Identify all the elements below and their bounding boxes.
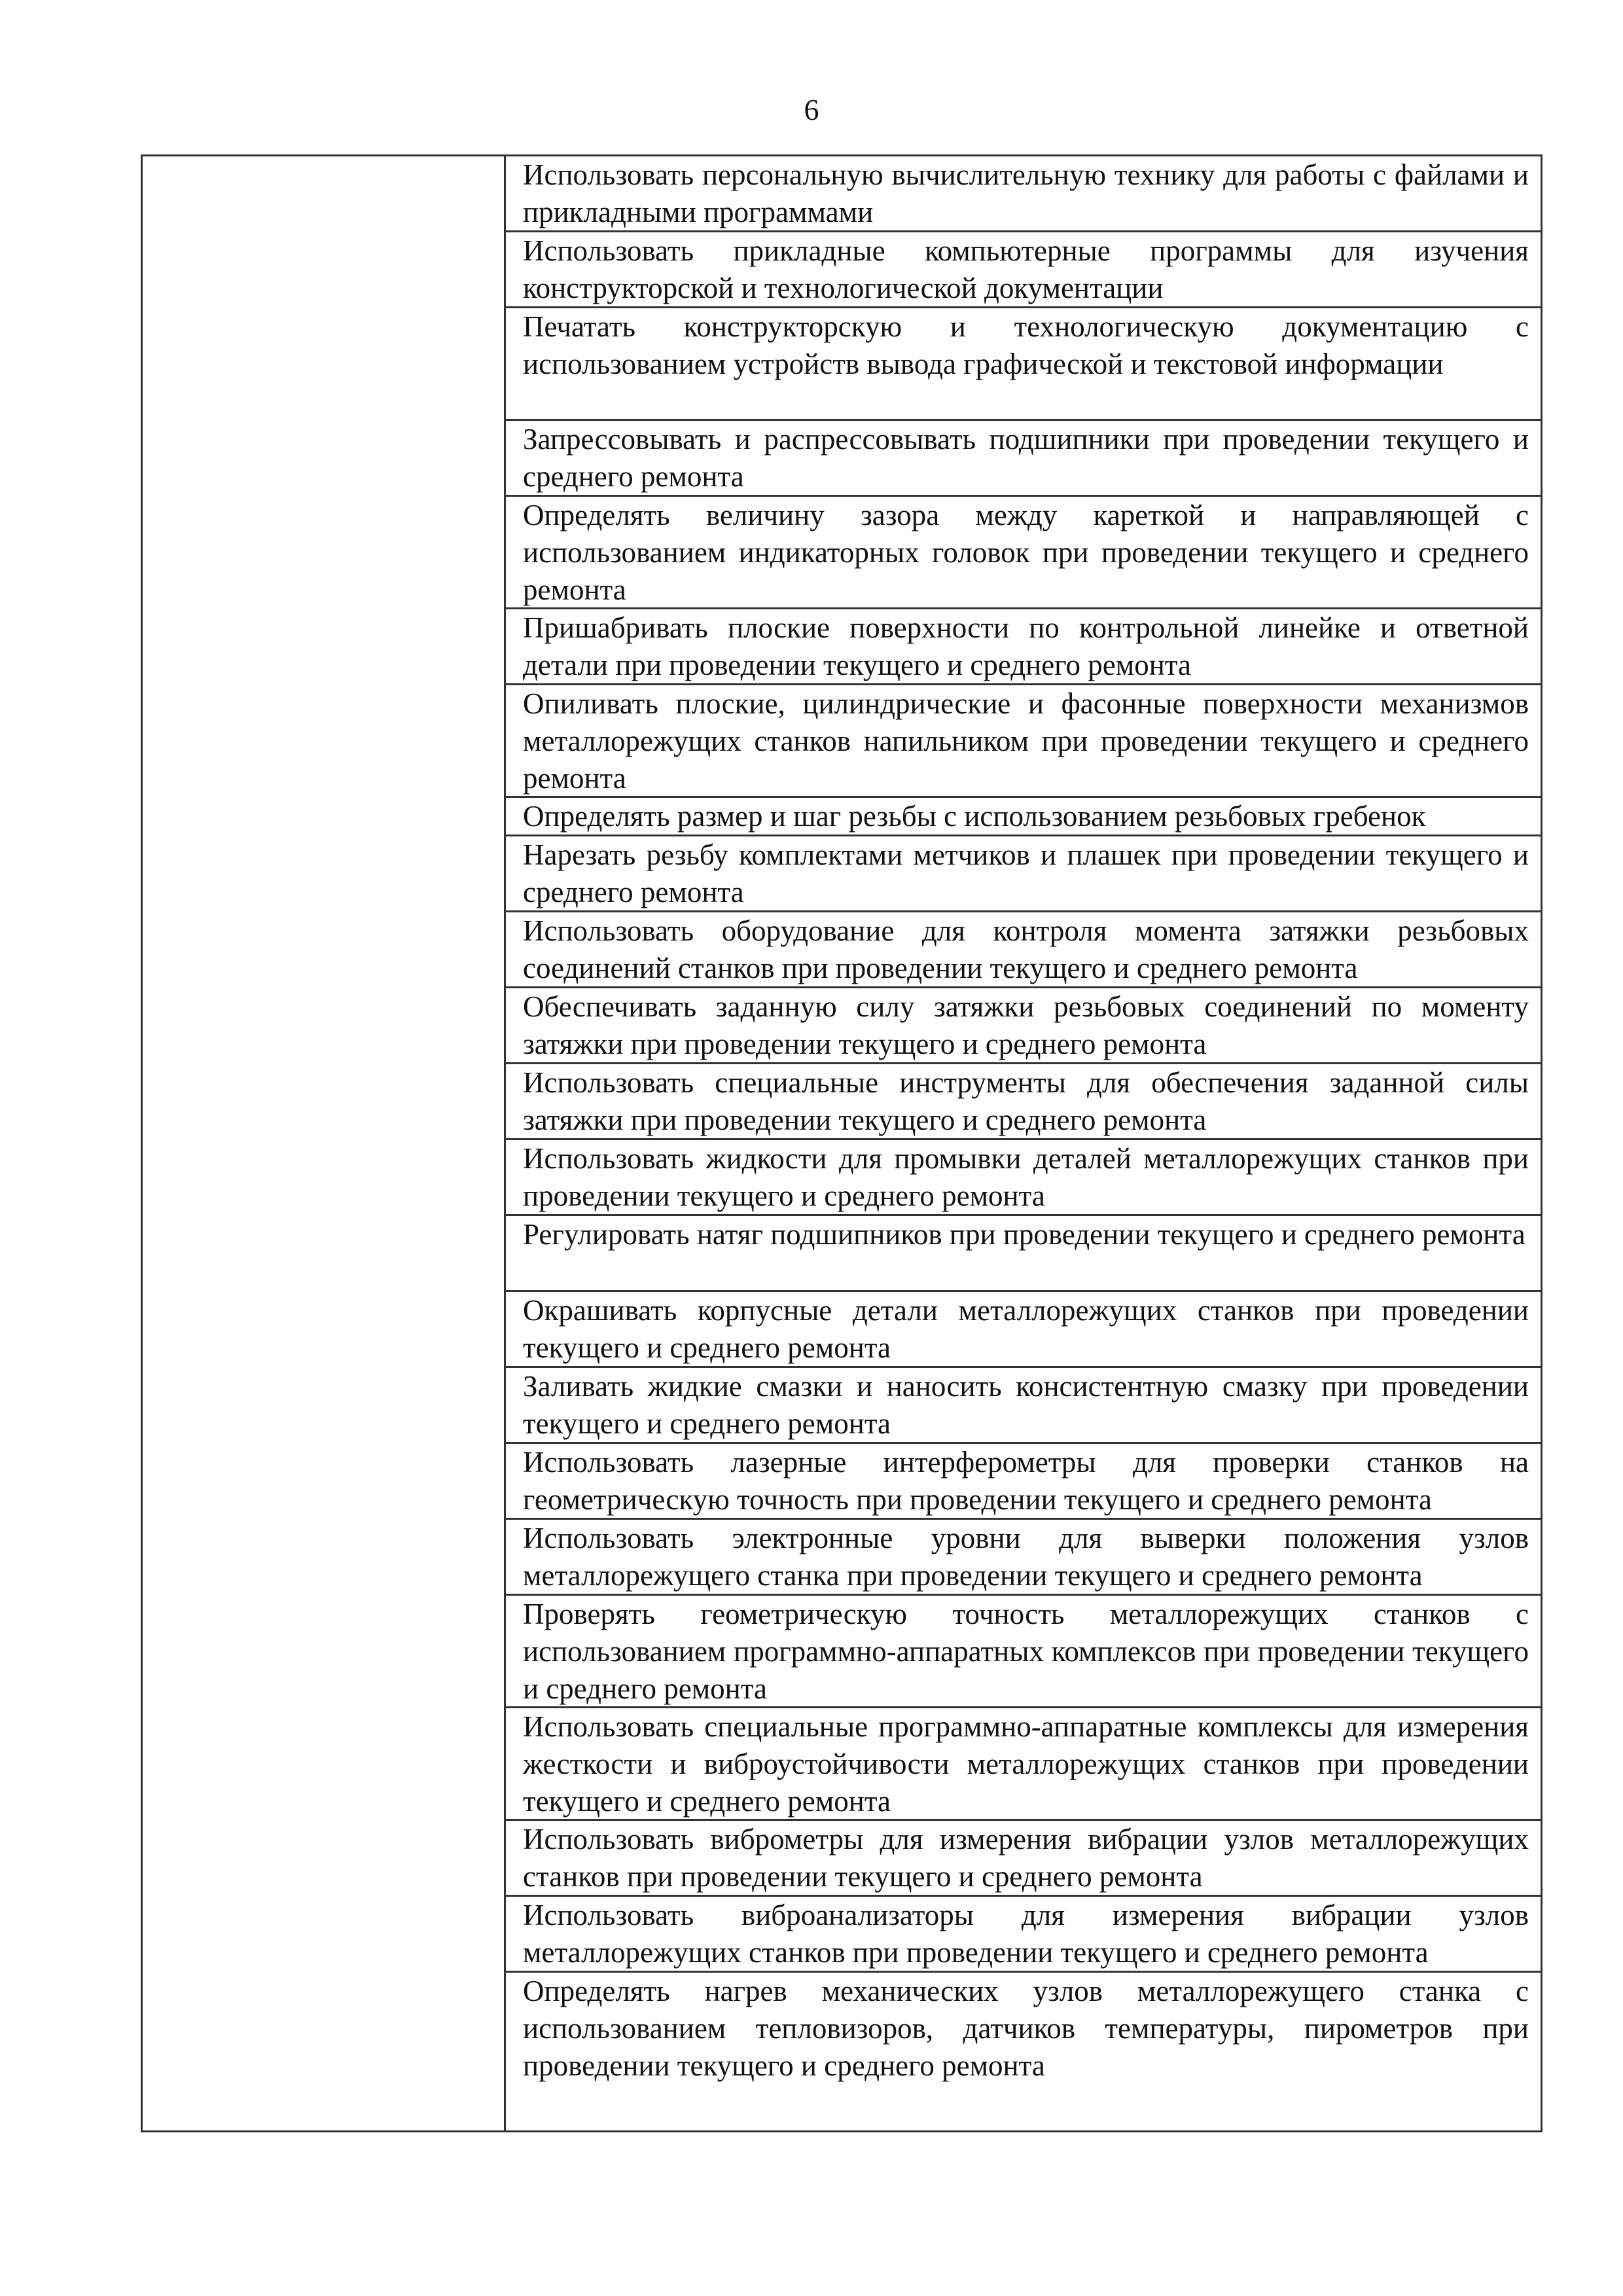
table-right-column bbox=[506, 156, 1541, 2130]
table-row: Печатать конструкторскую и технологическую документацию с использованием устройств вывода графической и текстовой информации bbox=[506, 308, 1541, 421]
table-row: Использовать персональную вычислительную технику для работы с файлами и прикладными программами bbox=[506, 156, 1541, 232]
table-row: Использовать виброметры для измерения вибрации узлов металлорежущих станков при проведении текущего и среднего ремонта bbox=[506, 1821, 1541, 1897]
table-row: Определять величину зазора между кареткой и направляющей с использованием индикаторных головок при проведении текущего и среднего ремонта bbox=[506, 497, 1541, 609]
table-row: Использовать лазерные интерферометры для проверки станков на геометрическую точность при проведении текущего и среднего ремонта bbox=[506, 1444, 1541, 1520]
table-row: Использовать электронные уровни для выверки положения узлов металлорежущего станка при проведении текущего и среднего ремонта bbox=[506, 1520, 1541, 1596]
table-row: Нарезать резьбу комплектами метчиков и плашек при проведении текущего и среднего ремонта bbox=[506, 836, 1541, 912]
table-row: Пришабривать плоские поверхности по контрольной линейке и ответной детали при проведении текущего и среднего ремонта bbox=[506, 609, 1541, 685]
table-left-column bbox=[143, 156, 506, 2130]
table-row: Регулировать натяг подшипников при проведении текущего и среднего ремонта bbox=[506, 1216, 1541, 1292]
table-row: Опиливать плоские, цилиндрические и фасонные поверхности механизмов металлорежущих станков напильником при проведении текущего и среднего ремонта bbox=[506, 685, 1541, 798]
table-row: Определять нагрев механических узлов металлорежущего станка с использованием тепловизоров, датчиков температуры, пирометров при проведении текущего и среднего ремонта bbox=[523, 1975, 1529, 2082]
table-row: Использовать виброанализаторы для измерения вибрации узлов металлорежущих станков при проведении текущего и среднего ремонта bbox=[506, 1897, 1541, 1973]
table-row: Запрессовывать и распрессовывать подшипники при проведении текущего и среднего ремонта bbox=[506, 421, 1541, 497]
table-row: Окрашивать корпусные детали металлорежущих станков при проведении текущего и среднего ремонта bbox=[506, 1292, 1541, 1368]
table-row: Обеспечивать заданную силу затяжки резьбовых соединений по моменту затяжки при проведении текущего и среднего ремонта bbox=[506, 988, 1541, 1064]
table-row: Использовать оборудование для контроля момента затяжки резьбовых соединений станков при проведении текущего и среднего ремонта bbox=[506, 912, 1541, 988]
table-row: Определять размер и шаг резьбы с использованием резьбовых гребенок bbox=[506, 798, 1541, 836]
table-row: Использовать прикладные компьютерные программы для изучения конструкторской и технологической документации bbox=[506, 232, 1541, 308]
page-number: 6 bbox=[804, 93, 819, 126]
table-row: Использовать специальные программно-аппаратные комплексы для измерения жесткости и виброустойчивости металлорежущих станков при проведении текущего и среднего ремонта bbox=[506, 1708, 1541, 1821]
table-row: Проверять геометрическую точность металлорежущих станков с использованием программно-аппаратных комплексов при проведении текущего и среднего ремонта bbox=[506, 1596, 1541, 1708]
table-row: Использовать специальные инструменты для обеспечения заданной силы затяжки при проведении текущего и среднего ремонта bbox=[506, 1064, 1541, 1140]
skills-table bbox=[141, 154, 1543, 2132]
table-row: Заливать жидкие смазки и наносить консистентную смазку при проведении текущего и среднего ремонта bbox=[506, 1368, 1541, 1444]
table-row: Использовать жидкости для промывки деталей металлорежущих станков при проведении текущего и среднего ремонта bbox=[506, 1140, 1541, 1216]
